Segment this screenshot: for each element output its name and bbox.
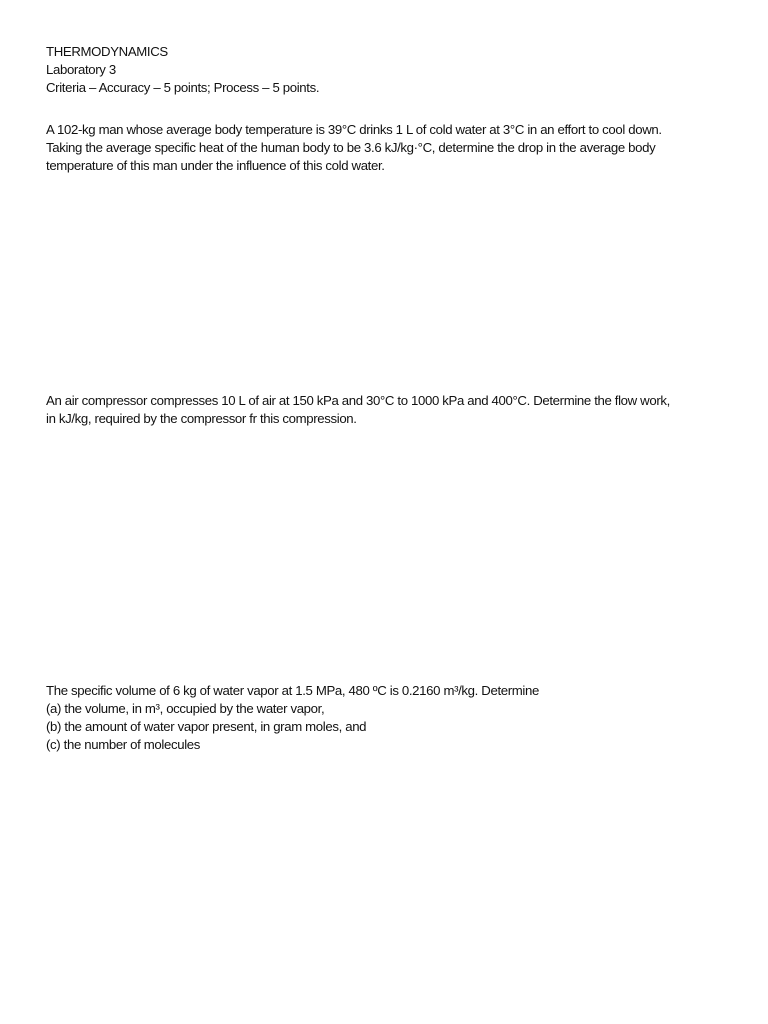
lab-title: Laboratory 3 xyxy=(46,62,116,77)
grading-criteria: Criteria – Accuracy – 5 points; Process – 5 points. xyxy=(46,80,320,95)
problem-1-line: temperature of this man under the influence of this cold water. xyxy=(46,158,385,173)
problem-3-part-b: (b) the amount of water vapor present, in gram moles, and xyxy=(46,719,367,734)
problem-3-line: The specific volume of 6 kg of water vapor at 1.5 MPa, 480 ºC is 0.2160 m³/kg. Determine xyxy=(46,683,539,698)
problem-1-line: A 102-kg man whose average body temperature is 39°C drinks 1 L of cold water at 3°C in an effort to cool down. xyxy=(46,122,662,137)
problem-2-line: in kJ/kg, required by the compressor fr this compression. xyxy=(46,411,357,426)
course-title: THERMODYNAMICS xyxy=(46,44,168,59)
problem-1-line: Taking the average specific heat of the human body to be 3.6 kJ/kg·°C, determine the drop in the average body xyxy=(46,140,656,155)
problem-3-part-a: (a) the volume, in m³, occupied by the water vapor, xyxy=(46,701,325,716)
problem-3-part-c: (c) the number of molecules xyxy=(46,737,200,752)
problem-2-line: An air compressor compresses 10 L of air at 150 kPa and 30°C to 1000 kPa and 400°C. Determine the flow work, xyxy=(46,393,670,408)
